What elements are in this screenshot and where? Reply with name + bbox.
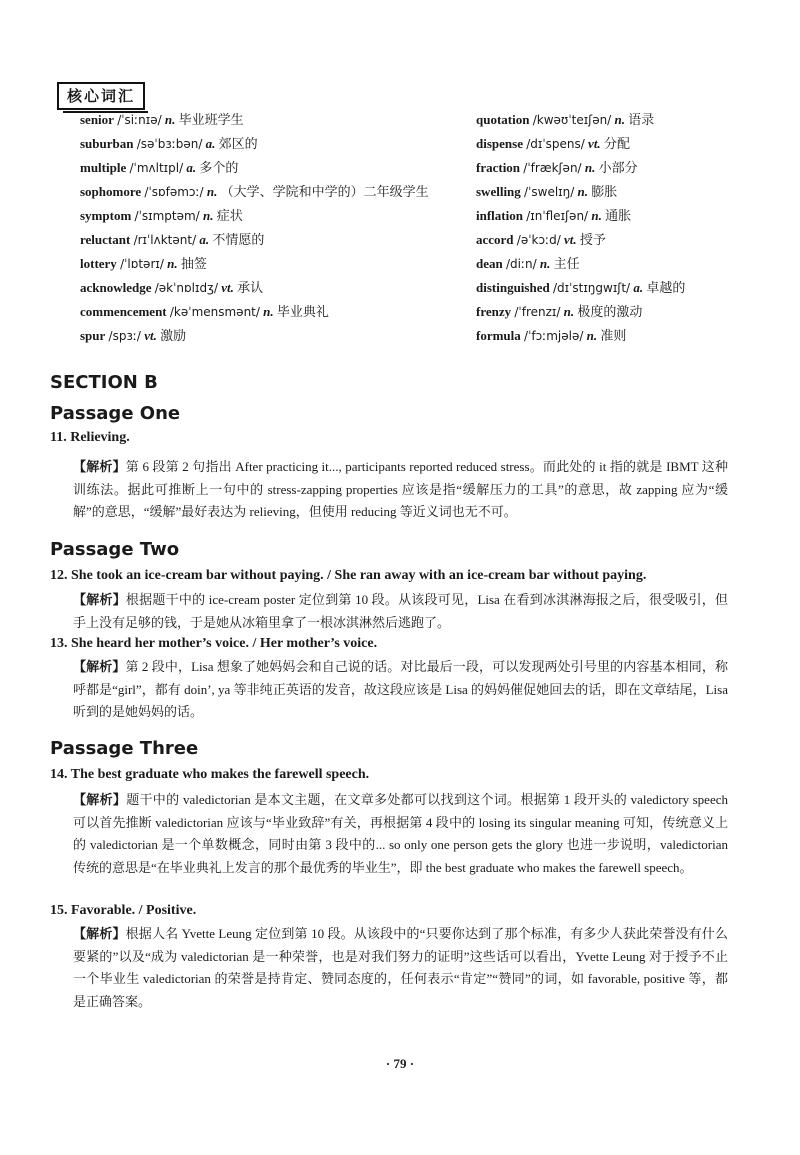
vocab-meaning: 极度的激动	[577, 304, 643, 319]
vocab-word: quotation	[476, 112, 530, 127]
vocab-meaning: 卓越的	[646, 280, 686, 295]
vocab-meaning: 语录	[628, 112, 655, 127]
question-analysis	[73, 923, 728, 1013]
vocab-entry	[80, 204, 480, 228]
passage-title: Passage Two	[50, 539, 180, 560]
vocab-phonetic: /ˈfɔːmjələ/	[524, 329, 584, 343]
vocab-phonetic: /kwəʊˈteɪʃən/	[532, 113, 612, 127]
vocab-phonetic: /ˈswelɪŋ/	[524, 185, 575, 199]
vocab-entry	[476, 324, 766, 348]
vocab-meaning: 症状	[216, 208, 243, 223]
vocab-word: inflation	[476, 208, 523, 223]
vocab-phonetic: /ˈlɒtərɪ/	[120, 257, 164, 271]
analysis-text: 根据人名 Yvette Leung 定位到第 10 段。从该段中的“只要你达到了那个标准，有多少人获此荣誉没有什么要紧的”以及“成为 valedictorian 是一种荣誉，也是对我们努力的证明”这些话可以看出，Yvette Leung 对于授予不止一个毕业生 valedictorian 的荣誉是持肯定、赞同态度的，任何表示“肯定”“赞同”的词，如 favorable, positive 等，都是正确答案。	[73, 926, 728, 1009]
analysis-text: 题干中的 valedictorian 是本文主题，在文章多处都可以找到这个词。根据第 1 段开头的 valedictory speech 可以首先推断 valedictorian 应该与“毕业致辞”有关，再根据第 4 段中的 losing its singular meaning 可知，传统意义上的 valedictorian 是一个单数概念，同时由第 3 段中的... so only one person gets the glory 也进一步说明，valedictorian 传统的意思是“在毕业典礼上发言的那个最优秀的毕业生”，即 the best graduate who makes the farewell speech。	[73, 792, 728, 875]
passage-title: Passage Three	[50, 738, 199, 759]
vocab-phonetic: /səˈbɜːbən/	[136, 137, 203, 151]
vocab-phonetic: /ˈsɒfəmɔː/	[144, 185, 204, 199]
vocab-entry	[80, 252, 480, 276]
analysis-tag: 【解析】	[73, 659, 126, 674]
vocab-meaning: 不情愿的	[212, 232, 265, 247]
vocab-phonetic: /ˈmʌltɪpl/	[129, 161, 184, 175]
vocab-part-of-speech: n.	[614, 112, 625, 127]
vocab-part-of-speech: n.	[563, 304, 575, 319]
vocab-part-of-speech: a.	[633, 280, 644, 295]
vocab-meaning: 多个的	[199, 160, 239, 175]
vocab-phonetic: /diːn/	[505, 257, 537, 271]
vocab-word: senior	[80, 112, 114, 127]
vocab-entry	[80, 324, 480, 348]
vocab-word: acknowledge	[80, 280, 152, 295]
vocab-part-of-speech: n.	[591, 208, 602, 223]
vocab-word: fraction	[476, 160, 521, 175]
question-analysis	[73, 589, 728, 634]
question-analysis	[73, 456, 728, 524]
vocab-word: sophomore	[80, 184, 142, 199]
question-analysis	[73, 656, 728, 724]
question-answer: 11. Relieving.	[50, 430, 130, 445]
vocab-part-of-speech: n.	[164, 112, 176, 127]
vocab-entry	[476, 228, 766, 252]
vocab-part-of-speech: vt.	[221, 280, 234, 295]
vocab-phonetic: /ˈfrækʃən/	[523, 161, 582, 175]
vocab-phonetic: /dɪˈstɪŋgwɪʃt/	[552, 281, 631, 295]
passage-title: Passage One	[50, 403, 181, 424]
analysis-text: 第 2 段中，Lisa 想象了她妈妈会和自己说的话。对比最后一段，可以发现两处引号里的内容基本相同，称呼都是“girl”，都有 doin’, ya 等非纯正英语的发音，故这段应该是 Lisa 的妈妈催促她回去的话，即在文章结尾，Lisa 听到的是她妈妈的话。	[73, 659, 728, 719]
vocab-meaning: （大学、学院和中学的）二年级学生	[220, 184, 429, 199]
vocab-entry	[80, 228, 480, 252]
vocab-entry	[80, 276, 480, 300]
vocab-entry	[80, 132, 480, 156]
analysis-tag: 【解析】	[73, 592, 126, 607]
vocab-meaning: 抽签	[180, 256, 207, 271]
vocab-part-of-speech: n.	[539, 256, 551, 271]
vocab-meaning: 毕业班学生	[178, 112, 244, 127]
analysis-tag: 【解析】	[73, 792, 127, 807]
vocab-word: lottery	[80, 256, 117, 271]
vocab-meaning: 通胀	[605, 208, 632, 223]
vocab-part-of-speech: n.	[586, 328, 598, 343]
vocab-word: accord	[476, 232, 514, 247]
vocab-phonetic: /ˈsɪmptəm/	[134, 209, 200, 223]
vocab-phonetic: /ɪnˈfleɪʃən/	[526, 209, 589, 223]
vocab-meaning: 准则	[600, 328, 627, 343]
vocab-entry	[476, 276, 766, 300]
vocab-phonetic: /ˈfrenzɪ/	[514, 305, 561, 319]
vocab-meaning: 授予	[579, 232, 606, 247]
vocab-word: symptom	[80, 208, 132, 223]
vocab-part-of-speech: n.	[206, 184, 218, 199]
vocab-meaning: 郊区的	[218, 136, 258, 151]
vocab-part-of-speech: vt.	[564, 232, 577, 247]
vocab-entry	[476, 300, 766, 324]
vocab-phonetic: /kəˈmensmənt/	[169, 305, 260, 319]
vocab-phonetic: /rɪˈlʌktənt/	[133, 233, 197, 247]
vocab-meaning: 承认	[237, 280, 264, 295]
vocab-box-title: 核心词汇	[57, 82, 145, 110]
vocab-word: spur	[80, 328, 106, 343]
vocab-entry	[476, 180, 766, 204]
vocab-word: suburban	[80, 136, 134, 151]
analysis-text: 第 6 段第 2 句指出 After practicing it..., participants reported reduced stress。而此处的 it 指的就是 IBMT 这种训练法。据此可推断上一句中的 stress-zapping properties 应该是指“缓解压力的工具”的意思，故 zapping 应为“缓解”的意思，“缓解”最好表达为 relieving，但使用 reducing 等近义词也无不可。	[73, 459, 728, 519]
vocab-word: dispense	[476, 136, 523, 151]
vocab-phonetic: /əkˈnɒlɪdʒ/	[154, 281, 219, 295]
vocab-word: formula	[476, 328, 521, 343]
question-answer: 13. She heard her mother’s voice. / Her mother’s voice.	[50, 636, 378, 651]
vocab-entry	[80, 156, 480, 180]
vocab-part-of-speech: a.	[205, 136, 216, 151]
vocab-entry	[80, 180, 480, 204]
question-answer: 15. Favorable. / Positive.	[50, 903, 197, 918]
vocab-part-of-speech: n.	[577, 184, 589, 199]
vocab-part-of-speech: n.	[263, 304, 274, 319]
vocab-meaning: 毕业典礼	[276, 304, 329, 319]
vocab-entry	[80, 300, 480, 324]
vocab-entry	[476, 156, 766, 180]
vocab-phonetic: /ˈsiːnɪə/	[117, 113, 162, 127]
vocab-word: dean	[476, 256, 503, 271]
vocab-column-right	[476, 108, 766, 348]
analysis-text: 根据题干中的 ice-cream poster 定位到第 10 段。从该段可见，Lisa 在看到冰淇淋海报之后，很受吸引，但手上没有足够的钱，于是她从冰箱里拿了一根冰淇淋然后逃跑了。	[73, 592, 728, 630]
vocab-meaning: 主任	[553, 256, 580, 271]
question-answer: 12. She took an ice-cream bar without paying. / She ran away with an ice-cream bar without paying.	[50, 568, 647, 583]
vocab-part-of-speech: a.	[186, 160, 197, 175]
vocab-meaning: 分配	[603, 136, 630, 151]
vocab-word: frenzy	[476, 304, 512, 319]
vocab-part-of-speech: n.	[202, 208, 214, 223]
vocab-column-left	[80, 108, 480, 348]
section-title: SECTION B	[50, 372, 158, 393]
vocab-word: swelling	[476, 184, 521, 199]
vocab-word: multiple	[80, 160, 127, 175]
vocab-part-of-speech: vt.	[144, 328, 157, 343]
vocab-part-of-speech: a.	[199, 232, 210, 247]
vocab-entry	[476, 204, 766, 228]
vocab-meaning: 小部分	[598, 160, 638, 175]
question-answer: 14. The best graduate who makes the farewell speech.	[50, 767, 370, 782]
vocab-part-of-speech: n.	[167, 256, 178, 271]
vocab-phonetic: /əˈkɔːd/	[516, 233, 561, 247]
analysis-tag: 【解析】	[73, 459, 126, 474]
vocab-part-of-speech: vt.	[588, 136, 601, 151]
vocab-entry	[476, 132, 766, 156]
vocab-meaning: 膨胀	[591, 184, 618, 199]
page-number: · 79 ·	[385, 1056, 415, 1071]
vocab-phonetic: /spɜː/	[108, 329, 141, 343]
vocab-word: commencement	[80, 304, 167, 319]
vocab-phonetic: /dɪˈspens/	[526, 137, 585, 151]
vocab-word: reluctant	[80, 232, 131, 247]
vocab-meaning: 激励	[160, 328, 187, 343]
vocab-entry	[476, 108, 766, 132]
vocab-entry	[80, 108, 480, 132]
vocab-part-of-speech: n.	[584, 160, 596, 175]
analysis-tag: 【解析】	[73, 926, 126, 941]
vocab-entry	[476, 252, 766, 276]
vocab-word: distinguished	[476, 280, 550, 295]
question-analysis	[73, 789, 728, 879]
